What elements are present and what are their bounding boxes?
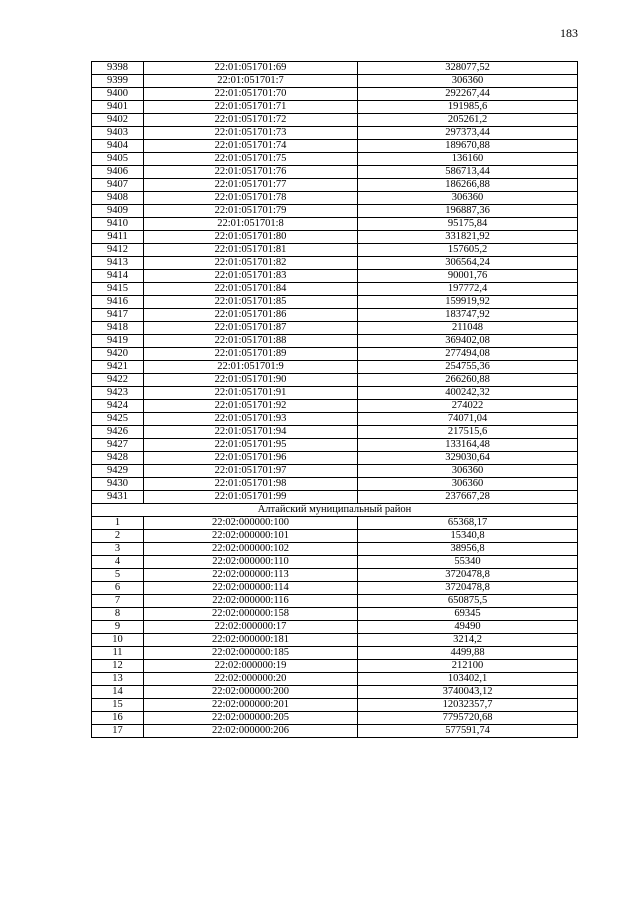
cadastral-value-cell: 329030,64 [358, 452, 578, 465]
cadastral-value-table [91, 61, 578, 738]
table-row [92, 543, 578, 556]
row-number-cell: 9398 [92, 62, 144, 75]
cadastral-value-cell: 306360 [358, 478, 578, 491]
cadastral-number-cell: 22:01:051701:88 [144, 335, 358, 348]
table-row [92, 530, 578, 543]
cadastral-number-cell: 22:02:000000:206 [144, 725, 358, 738]
cadastral-value-cell: 133164,48 [358, 439, 578, 452]
cadastral-value-cell: 205261,2 [358, 114, 578, 127]
table-row [92, 348, 578, 361]
cadastral-number-cell: 22:01:051701:86 [144, 309, 358, 322]
cadastral-value-cell: 331821,92 [358, 231, 578, 244]
cadastral-number-cell: 22:01:051701:78 [144, 192, 358, 205]
cadastral-value-cell: 3720478,8 [358, 569, 578, 582]
table-row [92, 660, 578, 673]
cadastral-value-cell: 274022 [358, 400, 578, 413]
cadastral-number-cell: 22:01:051701:92 [144, 400, 358, 413]
cadastral-number-cell: 22:02:000000:116 [144, 595, 358, 608]
cadastral-number-cell: 22:02:000000:200 [144, 686, 358, 699]
cadastral-value-cell: 95175,84 [358, 218, 578, 231]
cadastral-value-cell: 103402,1 [358, 673, 578, 686]
row-number-cell: 15 [92, 699, 144, 712]
cadastral-number-cell: 22:01:051701:69 [144, 62, 358, 75]
row-number-cell: 9415 [92, 283, 144, 296]
row-number-cell: 11 [92, 647, 144, 660]
table-row [92, 270, 578, 283]
cadastral-number-cell: 22:02:000000:17 [144, 621, 358, 634]
table-row [92, 413, 578, 426]
row-number-cell: 9419 [92, 335, 144, 348]
cadastral-value-cell: 189670,88 [358, 140, 578, 153]
row-number-cell: 9400 [92, 88, 144, 101]
cadastral-number-cell: 22:01:051701:9 [144, 361, 358, 374]
cadastral-value-cell: 297373,44 [358, 127, 578, 140]
row-number-cell: 9413 [92, 257, 144, 270]
row-number-cell: 9403 [92, 127, 144, 140]
table-row [92, 218, 578, 231]
table-row [92, 582, 578, 595]
row-number-cell: 9426 [92, 426, 144, 439]
cadastral-number-cell: 22:01:051701:74 [144, 140, 358, 153]
row-number-cell: 10 [92, 634, 144, 647]
table-row [92, 465, 578, 478]
table-row [92, 101, 578, 114]
row-number-cell: 9416 [92, 296, 144, 309]
table-row [92, 75, 578, 88]
table-row [92, 400, 578, 413]
cadastral-number-cell: 22:01:051701:90 [144, 374, 358, 387]
cadastral-value-cell: 69345 [358, 608, 578, 621]
table-row [92, 686, 578, 699]
cadastral-value-cell: 197772,4 [358, 283, 578, 296]
cadastral-number-cell: 22:02:000000:100 [144, 517, 358, 530]
cadastral-value-cell: 183747,92 [358, 309, 578, 322]
cadastral-value-cell: 136160 [358, 153, 578, 166]
cadastral-value-cell: 306360 [358, 192, 578, 205]
cadastral-value-cell: 237667,28 [358, 491, 578, 504]
table-row [92, 192, 578, 205]
table-row [92, 647, 578, 660]
table-row [92, 361, 578, 374]
cadastral-value-cell: 186266,88 [358, 179, 578, 192]
cadastral-value-cell: 3740043,12 [358, 686, 578, 699]
row-number-cell: 9404 [92, 140, 144, 153]
table-row [92, 140, 578, 153]
cadastral-number-cell: 22:01:051701:87 [144, 322, 358, 335]
cadastral-value-cell: 217515,6 [358, 426, 578, 439]
table-row [92, 712, 578, 725]
row-number-cell: 9427 [92, 439, 144, 452]
row-number-cell: 9423 [92, 387, 144, 400]
cadastral-number-cell: 22:01:051701:99 [144, 491, 358, 504]
table-row [92, 621, 578, 634]
row-number-cell: 1 [92, 517, 144, 530]
row-number-cell: 9405 [92, 153, 144, 166]
cadastral-number-cell: 22:01:051701:98 [144, 478, 358, 491]
cadastral-number-cell: 22:02:000000:185 [144, 647, 358, 660]
table-row [92, 322, 578, 335]
cadastral-number-cell: 22:01:051701:96 [144, 452, 358, 465]
table-row [92, 153, 578, 166]
table-row [92, 62, 578, 75]
table-row [92, 556, 578, 569]
row-number-cell: 9430 [92, 478, 144, 491]
cadastral-number-cell: 22:01:051701:95 [144, 439, 358, 452]
table-row [92, 296, 578, 309]
table-row [92, 439, 578, 452]
section-header-body [92, 504, 578, 517]
table-row [92, 205, 578, 218]
cadastral-value-cell: 306360 [358, 75, 578, 88]
row-number-cell: 9411 [92, 231, 144, 244]
cadastral-value-cell: 306564,24 [358, 257, 578, 270]
cadastral-value-cell: 196887,36 [358, 205, 578, 218]
cadastral-value-cell: 55340 [358, 556, 578, 569]
cadastral-value-cell: 306360 [358, 465, 578, 478]
cadastral-number-cell: 22:01:051701:79 [144, 205, 358, 218]
cadastral-number-cell: 22:01:051701:97 [144, 465, 358, 478]
row-number-cell: 9428 [92, 452, 144, 465]
cadastral-value-cell: 586713,44 [358, 166, 578, 179]
row-number-cell: 9410 [92, 218, 144, 231]
cadastral-number-cell: 22:02:000000:158 [144, 608, 358, 621]
row-number-cell: 16 [92, 712, 144, 725]
cadastral-number-cell: 22:01:051701:76 [144, 166, 358, 179]
row-number-cell: 14 [92, 686, 144, 699]
row-number-cell: 9409 [92, 205, 144, 218]
cadastral-number-cell: 22:01:051701:93 [144, 413, 358, 426]
cadastral-value-cell: 159919,92 [358, 296, 578, 309]
cadastral-number-cell: 22:01:051701:91 [144, 387, 358, 400]
table-row [92, 257, 578, 270]
cadastral-value-cell: 90001,76 [358, 270, 578, 283]
row-number-cell: 9401 [92, 101, 144, 114]
cadastral-value-cell: 577591,74 [358, 725, 578, 738]
cadastral-value-cell: 328077,52 [358, 62, 578, 75]
table-row [92, 517, 578, 530]
cadastral-number-cell: 22:01:051701:84 [144, 283, 358, 296]
cadastral-value-cell: 292267,44 [358, 88, 578, 101]
row-number-cell: 9421 [92, 361, 144, 374]
table-body-part2 [92, 517, 578, 738]
table-row [92, 608, 578, 621]
cadastral-number-cell: 22:01:051701:73 [144, 127, 358, 140]
row-number-cell: 8 [92, 608, 144, 621]
table-row [92, 452, 578, 465]
cadastral-number-cell: 22:01:051701:71 [144, 101, 358, 114]
row-number-cell: 9406 [92, 166, 144, 179]
row-number-cell: 9422 [92, 374, 144, 387]
table-row [92, 634, 578, 647]
cadastral-number-cell: 22:01:051701:8 [144, 218, 358, 231]
table-row [92, 179, 578, 192]
cadastral-value-cell: 157605,2 [358, 244, 578, 257]
row-number-cell: 9425 [92, 413, 144, 426]
table-row [92, 595, 578, 608]
row-number-cell: 7 [92, 595, 144, 608]
cadastral-number-cell: 22:01:051701:89 [144, 348, 358, 361]
cadastral-number-cell: 22:02:000000:110 [144, 556, 358, 569]
page-number: 183 [560, 26, 578, 40]
cadastral-number-cell: 22:02:000000:20 [144, 673, 358, 686]
cadastral-value-cell: 38956,8 [358, 543, 578, 556]
table-row [92, 699, 578, 712]
section-header-row [92, 504, 578, 517]
row-number-cell: 2 [92, 530, 144, 543]
table-row [92, 478, 578, 491]
cadastral-number-cell: 22:01:051701:83 [144, 270, 358, 283]
row-number-cell: 9 [92, 621, 144, 634]
row-number-cell: 9408 [92, 192, 144, 205]
cadastral-value-cell: 266260,88 [358, 374, 578, 387]
cadastral-number-cell: 22:02:000000:113 [144, 569, 358, 582]
cadastral-number-cell: 22:01:051701:81 [144, 244, 358, 257]
row-number-cell: 9417 [92, 309, 144, 322]
cadastral-value-cell: 211048 [358, 322, 578, 335]
table-row [92, 491, 578, 504]
cadastral-number-cell: 22:02:000000:114 [144, 582, 358, 595]
row-number-cell: 9412 [92, 244, 144, 257]
cadastral-number-cell: 22:01:051701:94 [144, 426, 358, 439]
cadastral-value-cell: 4499,88 [358, 647, 578, 660]
cadastral-value-cell: 74071,04 [358, 413, 578, 426]
cadastral-number-cell: 22:02:000000:102 [144, 543, 358, 556]
table-row [92, 426, 578, 439]
table-row [92, 166, 578, 179]
cadastral-number-cell: 22:02:000000:19 [144, 660, 358, 673]
row-number-cell: 9418 [92, 322, 144, 335]
table-row [92, 127, 578, 140]
row-number-cell: 9402 [92, 114, 144, 127]
cadastral-value-cell: 212100 [358, 660, 578, 673]
table-row [92, 244, 578, 257]
row-number-cell: 3 [92, 543, 144, 556]
cadastral-value-cell: 191985,6 [358, 101, 578, 114]
cadastral-number-cell: 22:02:000000:201 [144, 699, 358, 712]
cadastral-number-cell: 22:01:051701:7 [144, 75, 358, 88]
cadastral-number-cell: 22:01:051701:70 [144, 88, 358, 101]
cadastral-number-cell: 22:01:051701:85 [144, 296, 358, 309]
cadastral-value-cell: 369402,08 [358, 335, 578, 348]
cadastral-value-cell: 400242,32 [358, 387, 578, 400]
row-number-cell: 9431 [92, 491, 144, 504]
table-row [92, 569, 578, 582]
cadastral-number-cell: 22:01:051701:82 [144, 257, 358, 270]
cadastral-value-cell: 3720478,8 [358, 582, 578, 595]
table-row [92, 673, 578, 686]
cadastral-value-cell: 3214,2 [358, 634, 578, 647]
table-row [92, 231, 578, 244]
cadastral-value-cell: 277494,08 [358, 348, 578, 361]
cadastral-value-cell: 49490 [358, 621, 578, 634]
row-number-cell: 4 [92, 556, 144, 569]
cadastral-number-cell: 22:02:000000:181 [144, 634, 358, 647]
table-row [92, 374, 578, 387]
cadastral-number-cell: 22:02:000000:205 [144, 712, 358, 725]
table-row [92, 309, 578, 322]
row-number-cell: 9399 [92, 75, 144, 88]
table-row [92, 88, 578, 101]
table-row [92, 335, 578, 348]
cadastral-number-cell: 22:01:051701:72 [144, 114, 358, 127]
cadastral-value-cell: 12032357,7 [358, 699, 578, 712]
cadastral-value-cell: 254755,36 [358, 361, 578, 374]
row-number-cell: 9414 [92, 270, 144, 283]
table-row [92, 114, 578, 127]
cadastral-value-cell: 7795720,68 [358, 712, 578, 725]
cadastral-value-cell: 650875,5 [358, 595, 578, 608]
section-title: Алтайский муниципальный район [92, 504, 578, 517]
table-row [92, 387, 578, 400]
cadastral-number-cell: 22:01:051701:80 [144, 231, 358, 244]
cadastral-value-cell: 15340,8 [358, 530, 578, 543]
cadastral-number-cell: 22:01:051701:77 [144, 179, 358, 192]
row-number-cell: 6 [92, 582, 144, 595]
table-row [92, 725, 578, 738]
table-body-part1 [92, 62, 578, 504]
row-number-cell: 5 [92, 569, 144, 582]
row-number-cell: 9424 [92, 400, 144, 413]
row-number-cell: 13 [92, 673, 144, 686]
table-row [92, 283, 578, 296]
row-number-cell: 9429 [92, 465, 144, 478]
row-number-cell: 12 [92, 660, 144, 673]
row-number-cell: 9407 [92, 179, 144, 192]
cadastral-number-cell: 22:02:000000:101 [144, 530, 358, 543]
row-number-cell: 9420 [92, 348, 144, 361]
cadastral-value-cell: 65368,17 [358, 517, 578, 530]
cadastral-number-cell: 22:01:051701:75 [144, 153, 358, 166]
row-number-cell: 17 [92, 725, 144, 738]
